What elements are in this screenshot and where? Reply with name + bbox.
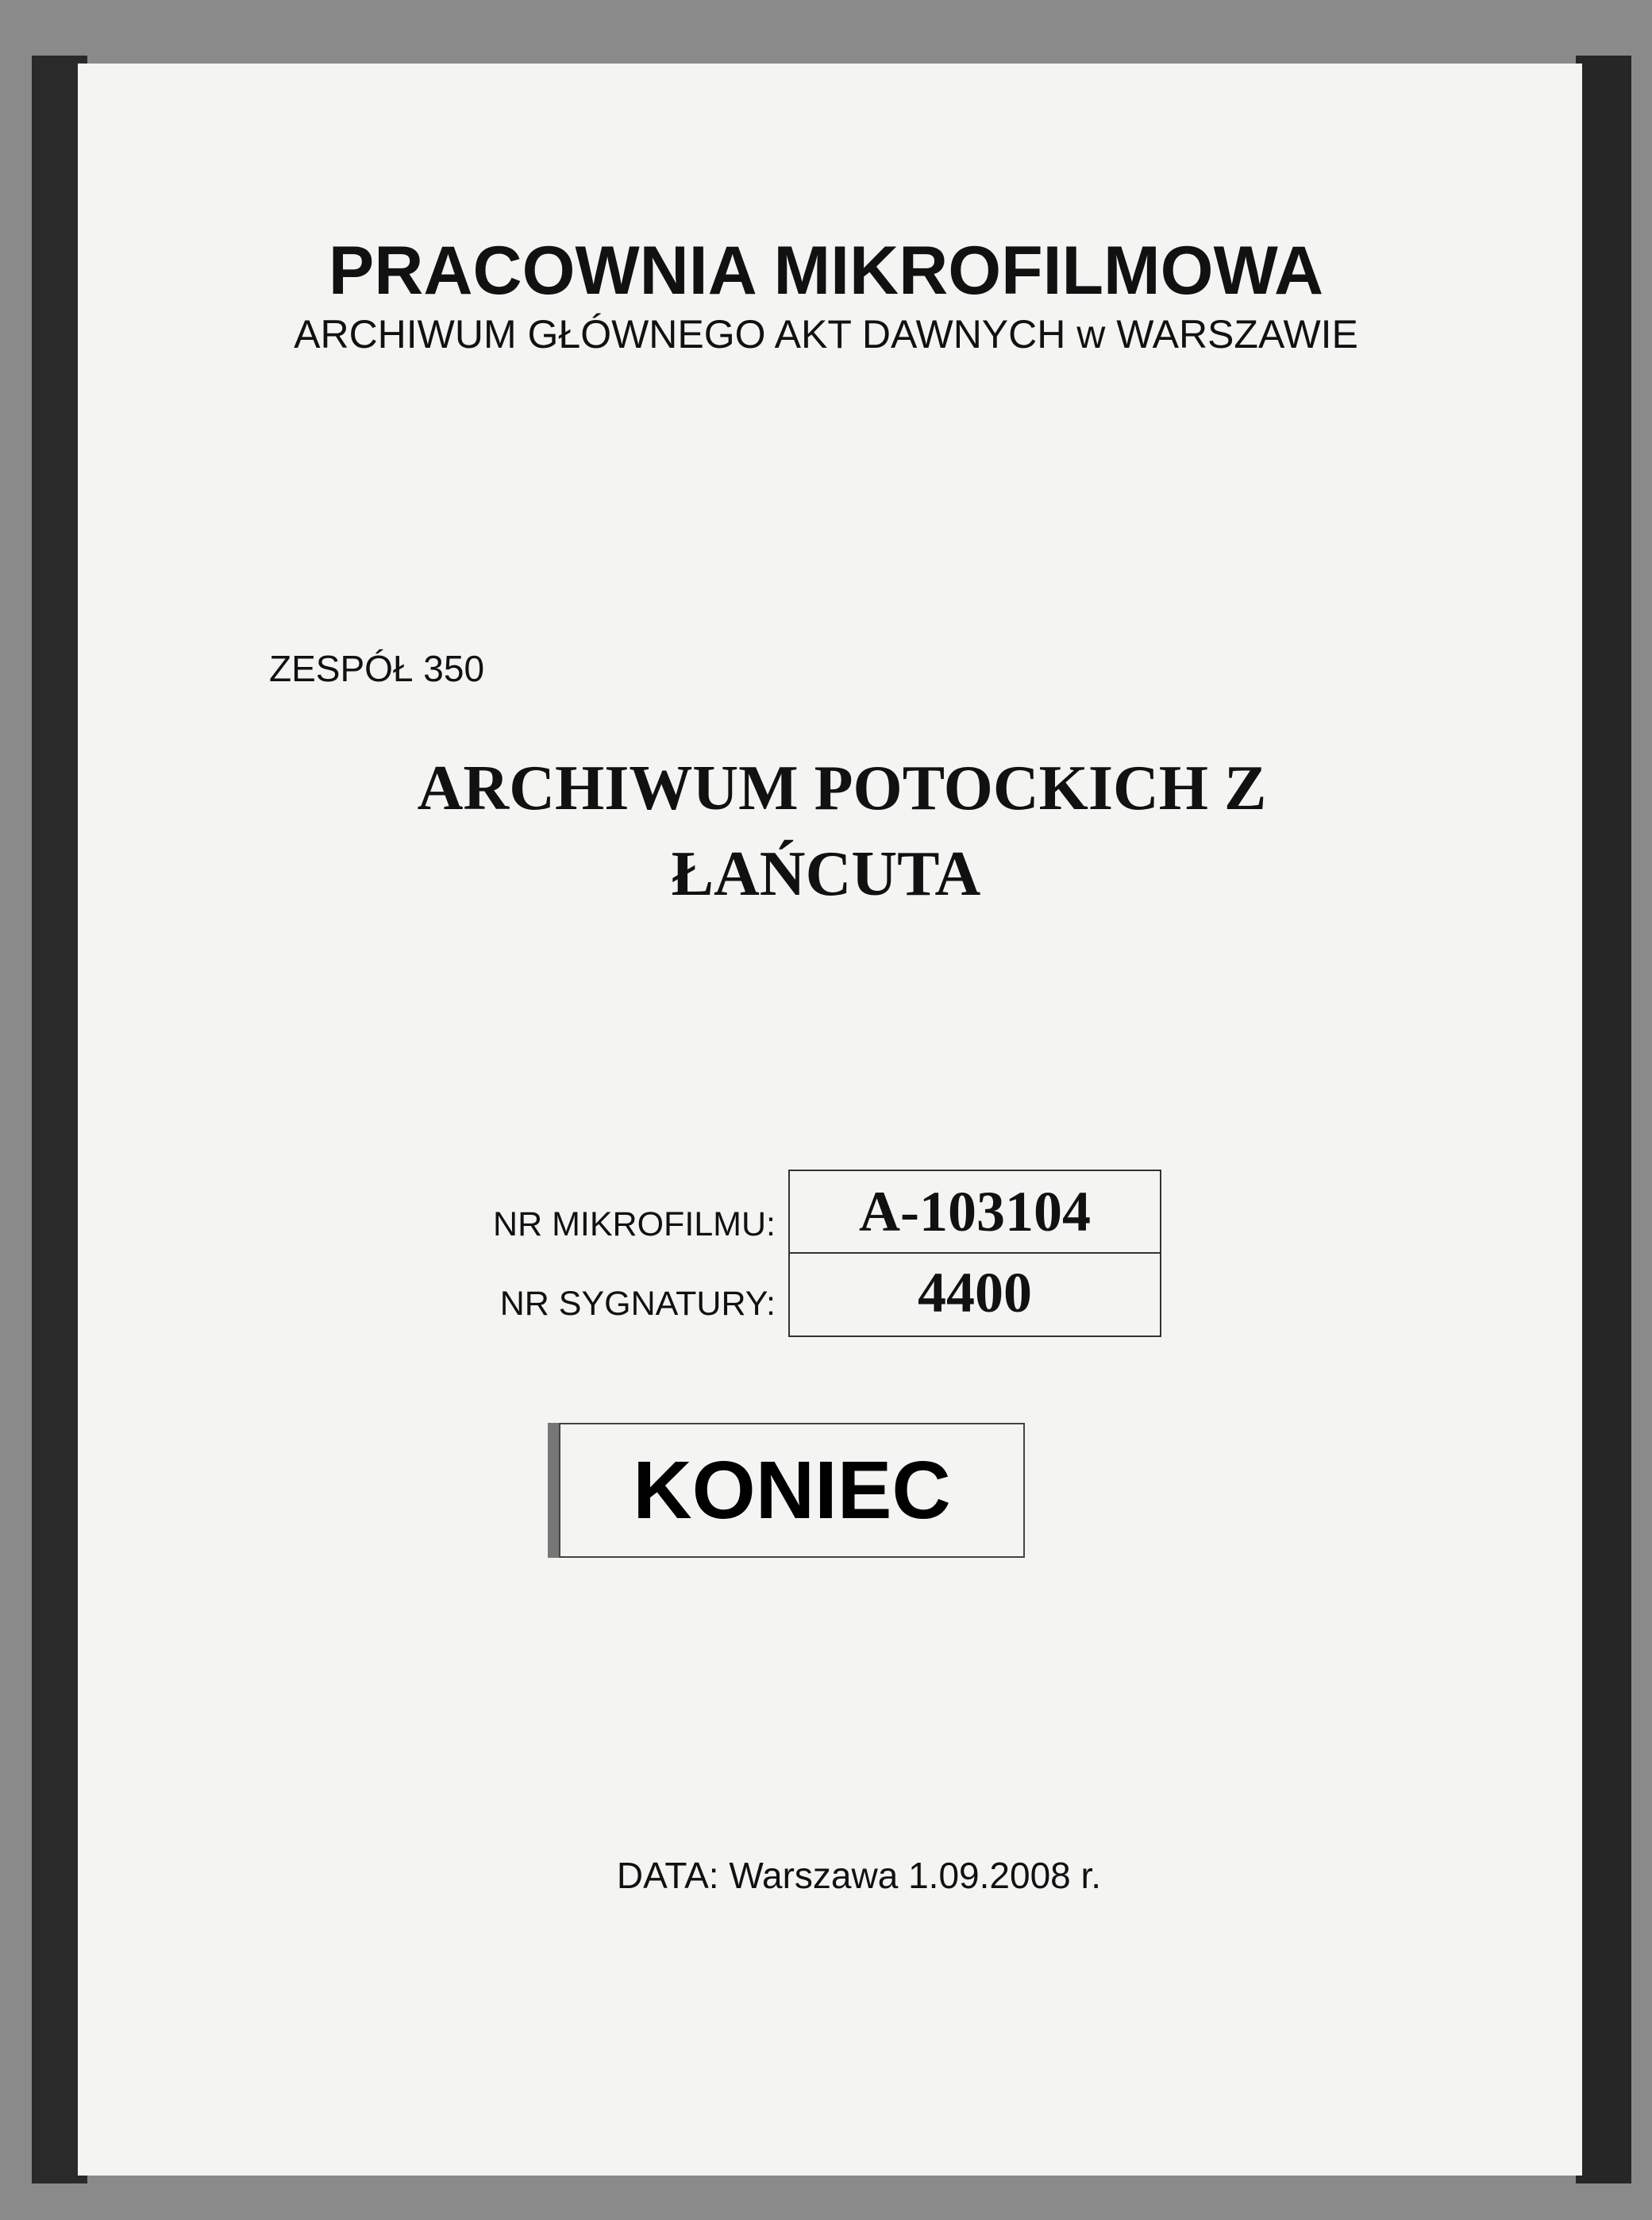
document-title: PRACOWNIA MIKROFILMOWA [328, 233, 1324, 309]
microfilm-value: A-103104 [859, 1180, 1091, 1243]
end-marker: KONIEC [559, 1423, 1025, 1558]
microfilm-label: NR MIKROFILMU: [493, 1205, 776, 1243]
signature-label: NR SYGNATURY: [499, 1285, 776, 1323]
signature-value: 4400 [918, 1261, 1032, 1324]
collection-number: ZESPÓŁ 350 [269, 648, 485, 689]
collection-name-line2: ŁAŃCUTA [671, 839, 981, 909]
document-subtitle: ARCHIWUM GŁÓWNEGO AKT DAWNYCH w WARSZAWIE [294, 312, 1358, 357]
collection-name-line1: ARCHIWUM POTOCKICH Z [417, 753, 1267, 823]
table-divider [790, 1252, 1160, 1254]
date-line: DATA: Warszawa 1.09.2008 r. [616, 1855, 1102, 1896]
record-table [788, 1170, 1161, 1337]
